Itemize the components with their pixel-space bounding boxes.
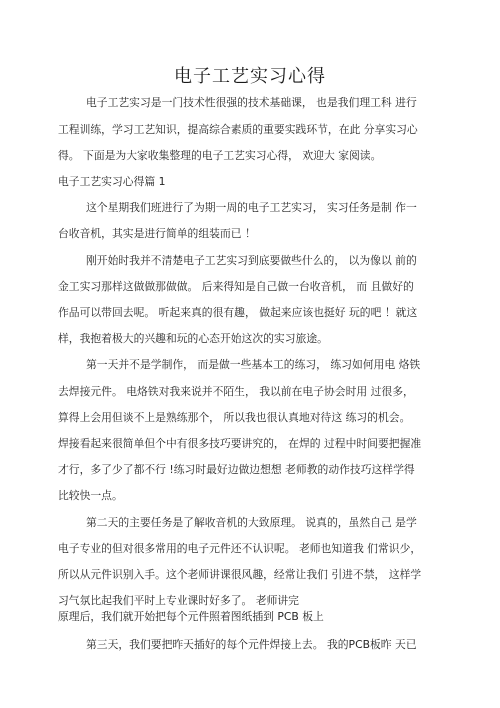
paragraph-line: 刚开始时我并不清楚电子工艺实习到底要做些什么的， 以为像以 前的: [86, 254, 417, 267]
paragraph-line: 得。 下面是为大家收集整理的电子工艺实习心得， 欢迎大 家阅读。: [58, 149, 382, 162]
paragraph-line: 去焊接元件。 电烙铁对我来说并不陌生， 我以前在电子协会时用 过很多，: [58, 385, 414, 398]
paragraph-line: 算得上会用但谈不上是熟练那个， 所以我也很认真地对待这 练习的机会。: [58, 411, 411, 424]
paragraph-line: 这个星期我们班进行了为期一周的电子工艺实习， 实习任务是制 作一: [86, 201, 417, 214]
paragraph-line: 习气氛比起我们平时上专业课时好多了。 老师讲完: [58, 594, 299, 607]
paragraph-line: 样，我抱着极大的兴趣和玩的心态开始这次的实习旅途。: [58, 332, 328, 345]
paragraph-line: 所以从元件识别入手。这个老师讲课很风趣，经常让我们 引进不禁， 这样学: [58, 568, 422, 581]
paragraph-line: 原理后，我们就开始把每个元件照着图纸插到 PCB 板上: [58, 610, 324, 623]
paragraph-line: 第二天的主要任务是了解收音机的大致原理。 说真的，虽然自己 是学: [86, 516, 417, 529]
paragraph-line: 电子专业的但对很多常用的电子元件还不认识呢。 老师也知道我 们常识少，: [58, 542, 422, 555]
paragraph-line: 比较快一点。: [58, 489, 123, 502]
paragraph-line: 工程训练，学习工艺知识，提高综合素质的重要实践环节，在此 分享实习心: [58, 123, 418, 136]
paragraph-line: 台收音机，其实是进行简单的组装而已 ！: [58, 227, 256, 240]
paragraph-line: 金工实习那样这做做那做做。 后来得知是自己做一台收音机， 而 且做好的: [58, 280, 414, 293]
paragraph-line: 才行，多了少了都不行 !练习时最好边做边想想 老师教的动作技巧这样学得: [58, 463, 415, 476]
paragraph-line: 焊接看起来很简单但个中有很多技巧要讲究的， 在焊的 过程中时间要把握准: [58, 437, 422, 450]
section-heading: 电子工艺实习心得篇 1: [58, 175, 166, 188]
paragraph-line: 第一天并不是学制作， 而是做一些基本工的练习， 练习如何用电 烙铁: [86, 358, 421, 371]
page-title: 电子工艺实习心得: [174, 66, 326, 87]
paragraph-line: 作品可以带回去呢。 听起来真的很有趣， 做起来应该也挺好 玩的吧 ！就这: [58, 306, 418, 319]
paragraph-line: 电子工艺实习是一门技术性很强的技术基础课， 也是我们理工科 进行: [86, 96, 417, 109]
paragraph-line: 第三天，我们要把昨天插好的每个元件焊接上去。 我的PCB板昨 天已: [86, 638, 417, 651]
